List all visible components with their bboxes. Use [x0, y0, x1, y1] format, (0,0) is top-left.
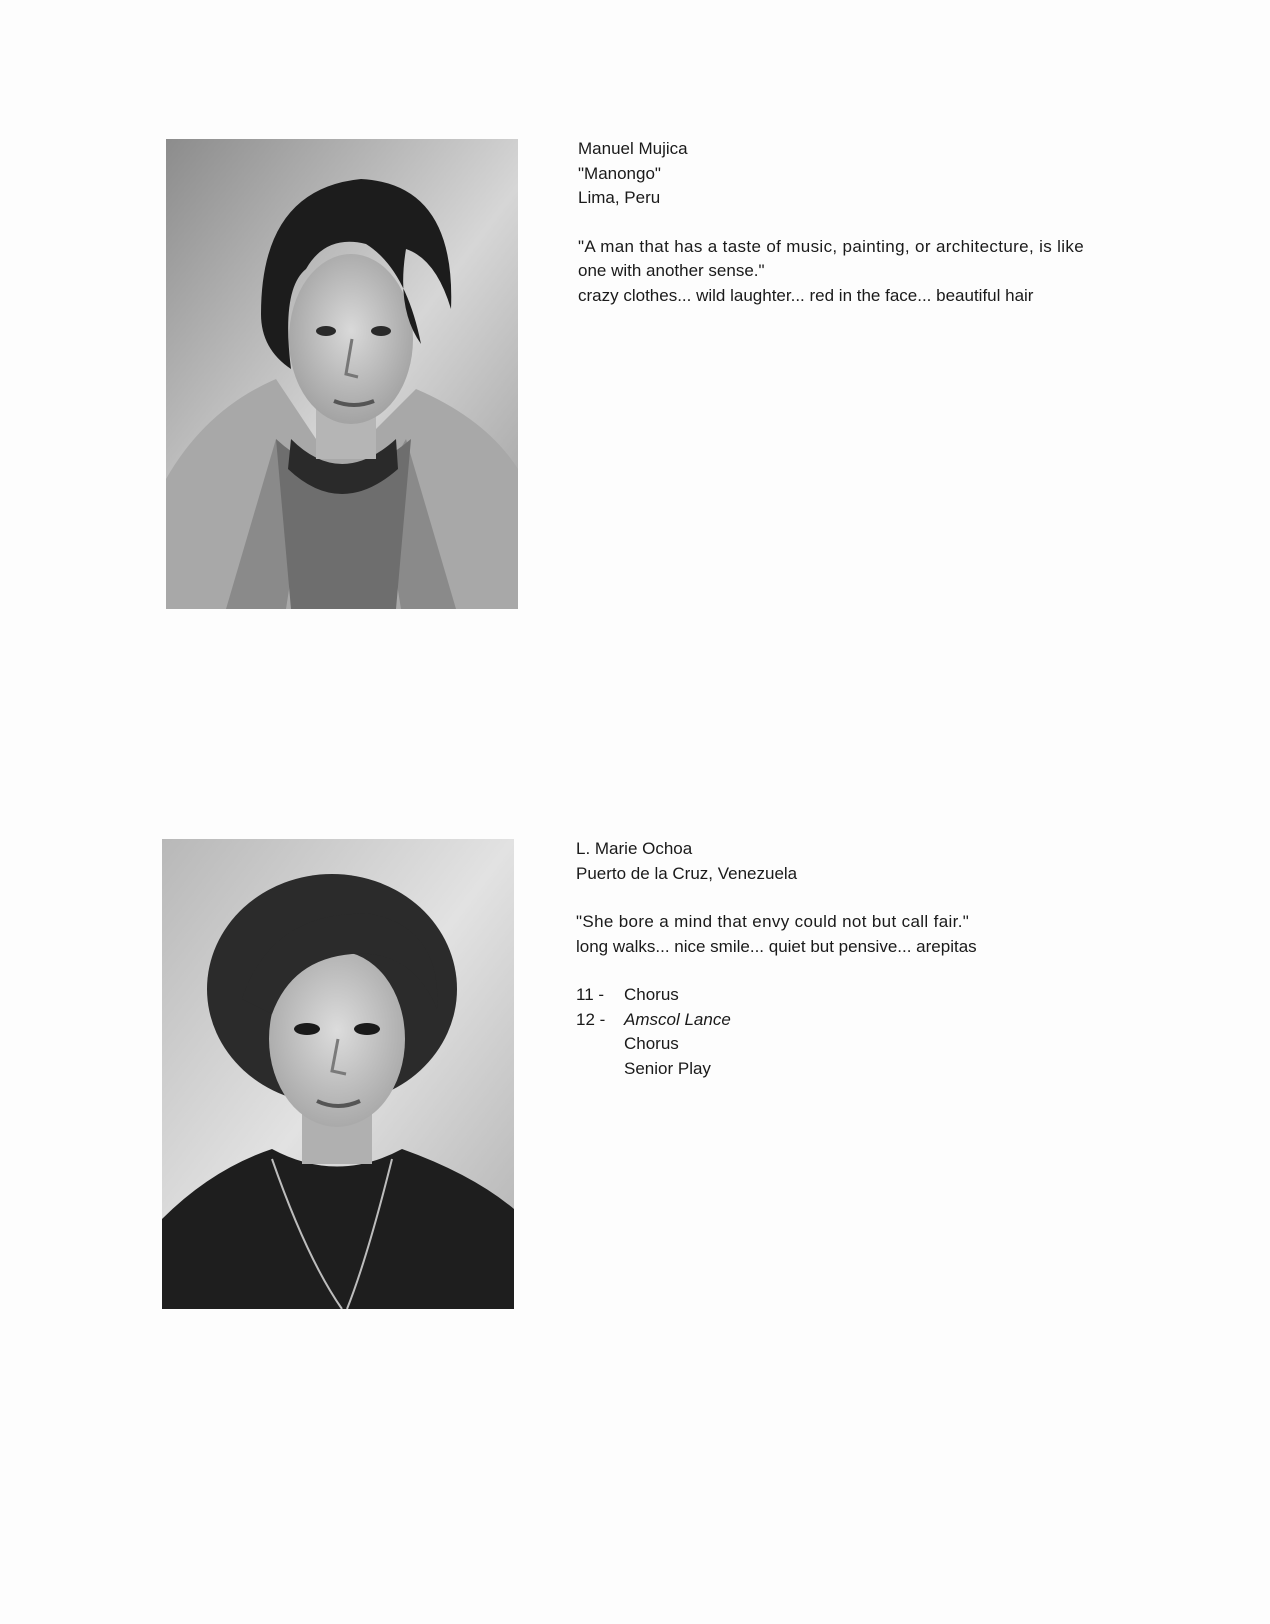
activity-row — [576, 1008, 1196, 1082]
activity-year: 12 - — [576, 1009, 606, 1029]
student-nickname: "Manongo" — [578, 163, 661, 183]
student-hometown: Puerto de la Cruz, Venezuela — [576, 863, 798, 883]
student-quote-line-1: "A man that has a taste of music, painting, or architecture, is like — [578, 236, 1085, 256]
activity-item: Chorus — [624, 985, 679, 1004]
activity-item: Chorus — [624, 1034, 679, 1053]
student-name: Manuel Mujica — [578, 139, 688, 158]
student-entry-marie-ochoa — [576, 837, 1196, 1081]
activity-item: Amscol Lance — [624, 1009, 731, 1029]
portrait-photo-marie-ochoa — [162, 839, 514, 1309]
activity-row — [576, 983, 1196, 1008]
student-quote-line-2: one with another sense." — [578, 261, 765, 280]
student-traits: long walks... nice smile... quiet but pensive... arepitas — [576, 936, 977, 956]
student-name: L. Marie Ochoa — [576, 839, 693, 858]
activity-year: 11 - — [576, 985, 605, 1004]
portrait-image — [166, 139, 518, 609]
student-traits: crazy clothes... wild laughter... red in the face... beautiful hair — [578, 285, 1034, 305]
activity-item: Senior Play — [624, 1058, 711, 1078]
student-quote: "She bore a mind that envy could not but call fair." — [576, 912, 970, 931]
activities-list — [576, 983, 1196, 1081]
student-hometown: Lima, Peru — [578, 188, 661, 207]
portrait-photo-manuel-mujica — [166, 139, 518, 609]
portrait-image — [162, 839, 514, 1309]
student-entry-manuel-mujica — [578, 137, 1198, 308]
